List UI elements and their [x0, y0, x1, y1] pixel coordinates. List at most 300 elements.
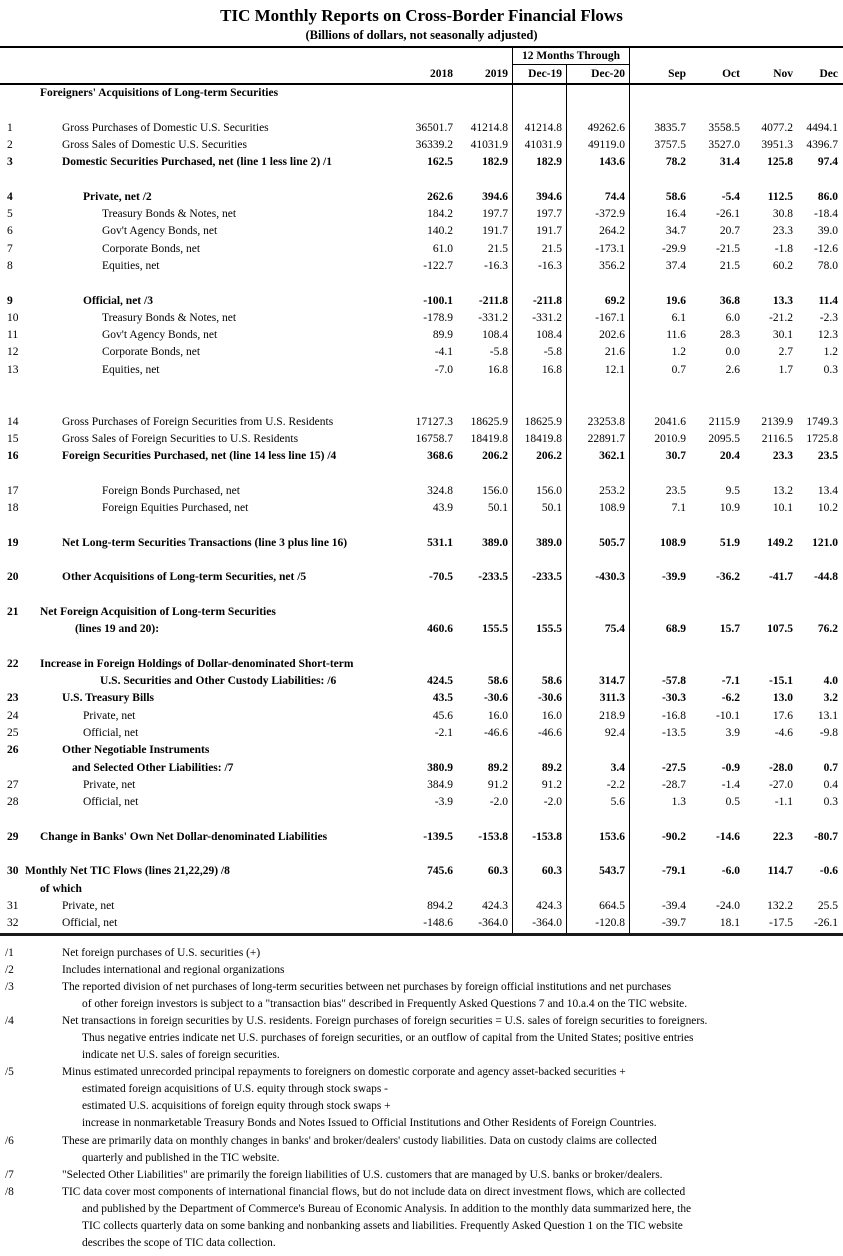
footnote-line: "Selected Other Liabilities" are primarily the foreign liabilities of U.S. customers that are managed by U.S. banks or broker/dealers.	[62, 1168, 663, 1181]
value-cell	[797, 379, 843, 396]
table-row	[0, 120, 843, 137]
value-cell	[567, 811, 630, 828]
value-cell: 16.8	[512, 362, 567, 379]
value-cell: -178.9	[423, 311, 453, 324]
footnote-line: and published by the Department of Commerce's Bureau of Economic Analysis. In addition to the monthly data summarized here, the	[82, 1202, 692, 1215]
row-label-text: Gross Sales of Domestic U.S. Securities	[62, 138, 247, 151]
value-cell: -0.9	[721, 761, 740, 774]
table-row	[0, 708, 843, 725]
value-cell	[567, 881, 630, 898]
value-cell: 60.3	[487, 865, 508, 878]
table-row	[0, 327, 843, 344]
value-cell: 10.1	[772, 502, 793, 515]
value-cell: 68.9	[665, 623, 686, 636]
value-cell: 197.7	[512, 206, 567, 223]
value-cell	[457, 881, 512, 898]
row-label-text: of which	[40, 882, 82, 895]
spacer-row	[0, 552, 843, 569]
value-cell	[630, 881, 690, 898]
value-cell: -21.5	[716, 242, 740, 255]
value-cell	[457, 552, 512, 569]
value-cell	[397, 846, 457, 863]
spacer-row	[0, 846, 843, 863]
value-cell	[397, 639, 457, 656]
footnote-line: Net transactions in foreign securities by U.S. residents. Foreign purchases of foreign securities = U.S. sales of foreign securities to foreigners.	[62, 1014, 708, 1027]
value-cell	[457, 811, 512, 828]
row-label-cell	[0, 414, 397, 431]
value-cell: 41214.8	[512, 120, 567, 137]
value-cell: -211.8	[512, 293, 567, 310]
value-cell	[630, 275, 690, 292]
row-label-text: Gov't Agency Bonds, net	[102, 225, 218, 238]
row-label-cell	[0, 915, 397, 932]
table-row	[0, 535, 843, 552]
value-cell	[512, 604, 567, 621]
value-cell: 16.8	[487, 363, 508, 376]
value-cell	[690, 517, 744, 534]
value-cell	[630, 171, 690, 188]
row-label-cell	[0, 639, 397, 656]
value-cell: -120.8	[567, 915, 630, 932]
value-cell: 0.4	[823, 778, 838, 791]
table-row	[0, 258, 843, 275]
value-cell	[744, 517, 797, 534]
table-row	[0, 656, 843, 673]
value-cell: 16.4	[665, 208, 686, 221]
value-cell: 92.4	[567, 725, 630, 742]
value-cell	[512, 275, 567, 292]
row-label-cell	[0, 466, 397, 483]
value-cell	[744, 881, 797, 898]
row-label-text: Official, net	[83, 796, 139, 809]
table-row	[0, 362, 843, 379]
value-cell	[630, 466, 690, 483]
value-cell	[512, 811, 567, 828]
value-cell	[567, 604, 630, 621]
value-cell	[630, 396, 690, 413]
value-cell: -79.1	[662, 865, 686, 878]
row-label-text: Private, net /2	[83, 190, 152, 203]
table-body	[0, 85, 843, 936]
value-cell: 3951.3	[761, 138, 793, 151]
value-cell	[512, 656, 567, 673]
value-cell	[512, 552, 567, 569]
value-cell: 4.0	[823, 675, 838, 688]
value-cell	[797, 85, 843, 102]
value-cell	[630, 811, 690, 828]
value-cell	[744, 587, 797, 604]
value-cell	[457, 396, 512, 413]
value-cell: 206.2	[482, 450, 508, 463]
value-cell: -7.1	[721, 675, 740, 688]
row-label-cell	[0, 898, 397, 915]
value-cell	[797, 846, 843, 863]
value-cell: 394.6	[512, 189, 567, 206]
value-cell: 20.7	[719, 225, 740, 238]
value-cell: -2.3	[819, 311, 838, 324]
line-number: 12	[7, 346, 19, 359]
value-cell: 41031.9	[512, 137, 567, 154]
value-cell: 50.1	[512, 500, 567, 517]
value-cell: 11.6	[666, 329, 686, 342]
value-cell: 9.5	[725, 484, 740, 497]
value-cell	[512, 379, 567, 396]
value-cell: 78.0	[817, 259, 838, 272]
value-cell: -3.9	[434, 796, 453, 809]
value-cell: -1.4	[721, 778, 740, 791]
column-header-sep: Sep	[668, 68, 686, 80]
spacer-row	[0, 396, 843, 413]
value-cell: 264.2	[567, 223, 630, 240]
value-cell: 2.6	[725, 363, 740, 376]
footnote	[0, 1133, 843, 1167]
value-cell: 664.5	[567, 898, 630, 915]
value-cell: 356.2	[567, 258, 630, 275]
value-cell: 362.1	[567, 448, 630, 465]
row-label-text: Official, net	[62, 917, 118, 930]
value-cell	[744, 552, 797, 569]
row-label-cell	[0, 552, 397, 569]
row-label-cell	[0, 431, 397, 448]
value-cell: 18625.9	[512, 414, 567, 431]
value-cell: 30.7	[665, 450, 686, 463]
value-cell: -18.4	[814, 208, 838, 221]
value-cell: 23.3	[772, 450, 793, 463]
value-cell: 5.6	[567, 794, 630, 811]
value-cell: 1.7	[778, 363, 793, 376]
value-cell: 155.5	[512, 621, 567, 638]
value-cell: 107.5	[767, 623, 793, 636]
value-cell: 894.2	[427, 899, 453, 912]
value-cell	[567, 846, 630, 863]
value-cell: -331.2	[512, 310, 567, 327]
row-label-cell	[0, 725, 397, 742]
value-cell: -39.9	[662, 571, 686, 584]
table-row	[0, 690, 843, 707]
value-cell	[797, 466, 843, 483]
value-cell	[690, 396, 744, 413]
page-title: TIC Monthly Reports on Cross-Border Financial Flows	[220, 6, 623, 25]
value-cell	[512, 742, 567, 759]
row-label-cell	[0, 587, 397, 604]
value-cell: -36.2	[716, 571, 740, 584]
value-cell: -80.7	[814, 830, 838, 843]
value-cell	[512, 517, 567, 534]
value-cell	[630, 552, 690, 569]
value-cell: -139.5	[423, 830, 453, 843]
footnote-marker: /3	[5, 980, 14, 993]
value-cell	[567, 656, 630, 673]
header-empty-cell	[690, 48, 744, 65]
row-label-cell	[0, 448, 397, 465]
value-cell: -39.7	[662, 917, 686, 930]
line-number: 28	[7, 796, 19, 809]
value-cell: -16.8	[662, 709, 686, 722]
row-label-cell	[0, 811, 397, 828]
column-header-dec-20: Dec-20	[567, 65, 630, 83]
row-label-cell	[0, 500, 397, 517]
line-number: 13	[7, 363, 19, 376]
row-label-cell	[0, 829, 397, 846]
row-label-text: Equities, net	[102, 363, 160, 376]
value-cell	[567, 396, 630, 413]
value-cell: -1.8	[774, 242, 793, 255]
value-cell: 61.0	[432, 242, 453, 255]
row-label-text: Domestic Securities Purchased, net (line 1 less line 2) /1	[62, 156, 333, 169]
table-row	[0, 673, 843, 690]
header-empty-cell	[0, 48, 397, 65]
value-cell	[690, 881, 744, 898]
value-cell: 43.5	[432, 692, 453, 705]
value-cell: -148.6	[423, 917, 453, 930]
footnote-marker: /5	[5, 1066, 14, 1079]
value-cell: 182.9	[512, 154, 567, 171]
table-row	[0, 310, 843, 327]
value-cell: 36339.2	[415, 138, 453, 151]
value-cell: 37.4	[665, 259, 686, 272]
column-header-2019: 2019	[485, 68, 508, 80]
value-cell: 45.6	[432, 709, 453, 722]
value-cell: 368.6	[427, 450, 453, 463]
footnote-line: These are primarily data on monthly changes in banks' and broker/dealers' custody liabilities. Data on custody claims are collected	[62, 1134, 657, 1147]
value-cell	[690, 379, 744, 396]
value-cell: 3527.0	[708, 138, 740, 151]
row-label-text: and Selected Other Liabilities: /7	[72, 761, 234, 774]
value-cell	[690, 466, 744, 483]
value-cell: 11.4	[818, 294, 838, 307]
header-empty-cell	[797, 48, 843, 65]
row-label-cell	[0, 379, 397, 396]
value-cell: 18419.8	[512, 431, 567, 448]
value-cell: -46.6	[484, 726, 508, 739]
value-cell: 121.0	[812, 536, 838, 549]
value-cell: 23.5	[665, 484, 686, 497]
footnotes	[0, 945, 843, 1253]
line-number: 9	[7, 294, 13, 307]
table-row	[0, 829, 843, 846]
value-cell: -44.8	[814, 571, 838, 584]
value-cell: 58.6	[665, 190, 686, 203]
line-number: 24	[7, 709, 19, 722]
column-header-2018: 2018	[430, 68, 453, 80]
line-number: 27	[7, 778, 19, 791]
value-cell: 1.2	[671, 346, 686, 359]
row-label-text: (lines 19 and 20):	[75, 623, 160, 636]
value-cell	[567, 552, 630, 569]
value-cell: -5.8	[512, 344, 567, 361]
value-cell: 3.2	[823, 692, 838, 705]
value-cell: 13.3	[772, 294, 793, 307]
row-label-cell	[0, 846, 397, 863]
value-cell	[690, 656, 744, 673]
value-cell: 114.7	[767, 865, 793, 878]
footnote-line: TIC collects quarterly data on some banking and nonbanking assets and liabilities. Frequently Asked Question 1 on the TIC website	[82, 1220, 683, 1233]
value-cell	[690, 171, 744, 188]
table-row	[0, 293, 843, 310]
value-cell: 389.0	[482, 536, 508, 549]
row-label-text: Foreign Equities Purchased, net	[102, 502, 249, 515]
value-cell: 60.3	[512, 863, 567, 880]
column-header-dec-19: Dec-19	[512, 65, 567, 83]
footnote-line: describes the scope of TIC data collection.	[82, 1237, 276, 1250]
row-label-cell	[0, 102, 397, 119]
value-cell: -28.0	[769, 761, 793, 774]
value-cell	[397, 552, 457, 569]
line-number: 14	[7, 415, 19, 428]
value-cell	[512, 466, 567, 483]
value-cell: 218.9	[567, 708, 630, 725]
value-cell: -27.5	[662, 761, 686, 774]
value-cell	[512, 881, 567, 898]
row-label-cell	[0, 742, 397, 759]
value-cell	[690, 587, 744, 604]
value-cell	[397, 85, 457, 102]
footnote-marker: /4	[5, 1014, 14, 1027]
footnote-line: Thus negative entries indicate net U.S. purchases of foreign securities, or an outflow of capital from the United States; positive entries	[82, 1032, 694, 1045]
line-number: 29	[7, 830, 19, 843]
value-cell: 0.5	[725, 796, 740, 809]
row-label-cell	[0, 517, 397, 534]
row-label-cell	[0, 881, 397, 898]
footnote-line: Net foreign purchases of U.S. securities (+)	[62, 946, 261, 959]
value-cell	[397, 656, 457, 673]
value-cell: 191.7	[482, 225, 508, 238]
row-label-cell	[0, 327, 397, 344]
value-cell: 1.2	[823, 346, 838, 359]
value-cell: 0.7	[823, 761, 838, 774]
footnote-line: estimated foreign acquisitions of U.S. equity through stock swaps -	[82, 1083, 388, 1096]
value-cell: -364.0	[478, 917, 508, 930]
footnote-marker: /7	[5, 1168, 14, 1181]
header-empty-cell	[630, 48, 690, 65]
table-row	[0, 725, 843, 742]
value-cell	[744, 639, 797, 656]
value-cell	[512, 846, 567, 863]
value-cell	[690, 275, 744, 292]
value-cell: -100.1	[423, 294, 453, 307]
value-cell: 394.6	[482, 190, 508, 203]
value-cell	[397, 881, 457, 898]
table-header	[0, 48, 843, 85]
footnote	[0, 1184, 843, 1252]
value-cell	[567, 275, 630, 292]
value-cell: 23253.8	[567, 414, 630, 431]
value-cell: -17.5	[769, 917, 793, 930]
column-header-nov: Nov	[773, 68, 793, 80]
value-cell: 384.9	[427, 778, 453, 791]
value-cell: 155.5	[482, 623, 508, 636]
value-cell: 389.0	[512, 535, 567, 552]
value-cell: 3757.5	[654, 138, 686, 151]
value-cell: -6.0	[721, 865, 740, 878]
value-cell: -41.7	[769, 571, 793, 584]
value-cell	[630, 379, 690, 396]
value-cell: 191.7	[512, 223, 567, 240]
value-cell: -2.0	[512, 794, 567, 811]
value-cell: 18625.9	[470, 415, 508, 428]
span-header-12-months-through: 12 Months Through	[512, 48, 630, 65]
value-cell: 89.9	[432, 329, 453, 342]
value-cell	[512, 85, 567, 102]
row-label-cell	[0, 189, 397, 206]
value-cell	[397, 379, 457, 396]
value-cell: 1.3	[671, 796, 686, 809]
value-cell	[630, 587, 690, 604]
value-cell: 153.6	[567, 829, 630, 846]
value-cell	[797, 742, 843, 759]
row-label-cell	[0, 690, 397, 707]
value-cell: 41214.8	[470, 121, 508, 134]
value-cell: -372.9	[567, 206, 630, 223]
value-cell	[744, 466, 797, 483]
value-cell: 17127.3	[415, 415, 453, 428]
table-row	[0, 898, 843, 915]
value-cell	[797, 517, 843, 534]
value-cell	[797, 396, 843, 413]
table-row	[0, 85, 843, 102]
footnote-marker: /8	[5, 1185, 14, 1198]
value-cell: -1.1	[774, 796, 793, 809]
value-cell	[797, 275, 843, 292]
value-cell	[397, 275, 457, 292]
row-label-cell	[0, 258, 397, 275]
value-cell: -2.0	[489, 796, 508, 809]
value-cell	[397, 811, 457, 828]
value-cell	[690, 846, 744, 863]
value-cell: 112.5	[767, 190, 793, 203]
line-number: 15	[7, 432, 19, 445]
spacer-row	[0, 275, 843, 292]
value-cell: 75.4	[567, 621, 630, 638]
value-cell	[397, 587, 457, 604]
table-row	[0, 881, 843, 898]
value-cell: -364.0	[512, 915, 567, 932]
value-cell	[690, 811, 744, 828]
value-cell: 3558.5	[708, 121, 740, 134]
value-cell	[744, 275, 797, 292]
line-number: 17	[7, 484, 19, 497]
value-cell	[690, 85, 744, 102]
row-label-cell	[0, 171, 397, 188]
value-cell	[397, 396, 457, 413]
value-cell	[690, 552, 744, 569]
line-number: 25	[7, 726, 19, 739]
value-cell	[744, 396, 797, 413]
header-empty-cell	[744, 48, 797, 65]
value-cell: -153.8	[478, 830, 508, 843]
row-label-text: Treasury Bonds & Notes, net	[102, 208, 237, 221]
spacer-row	[0, 102, 843, 119]
spacer-row	[0, 171, 843, 188]
value-cell	[630, 102, 690, 119]
table-row	[0, 777, 843, 794]
value-cell: 3835.7	[654, 121, 686, 134]
value-cell	[457, 656, 512, 673]
row-label-cell	[0, 604, 397, 621]
spacer-row	[0, 587, 843, 604]
footnote-line: Includes international and regional organizations	[62, 963, 285, 976]
value-cell: 30.8	[772, 208, 793, 221]
row-label-text: Change in Banks' Own Net Dollar-denominated Liabilities	[40, 830, 328, 843]
value-cell: 3.9	[725, 726, 740, 739]
value-cell: 140.2	[427, 225, 453, 238]
value-cell: -6.2	[721, 692, 740, 705]
footnote-line: Minus estimated unrecorded principal repayments to foreigners on domestic corporate and agency asset-backed securities +	[62, 1066, 626, 1079]
value-cell: -27.0	[769, 778, 793, 791]
value-cell: 0.3	[823, 363, 838, 376]
value-cell	[567, 171, 630, 188]
value-cell: 23.3	[772, 225, 793, 238]
